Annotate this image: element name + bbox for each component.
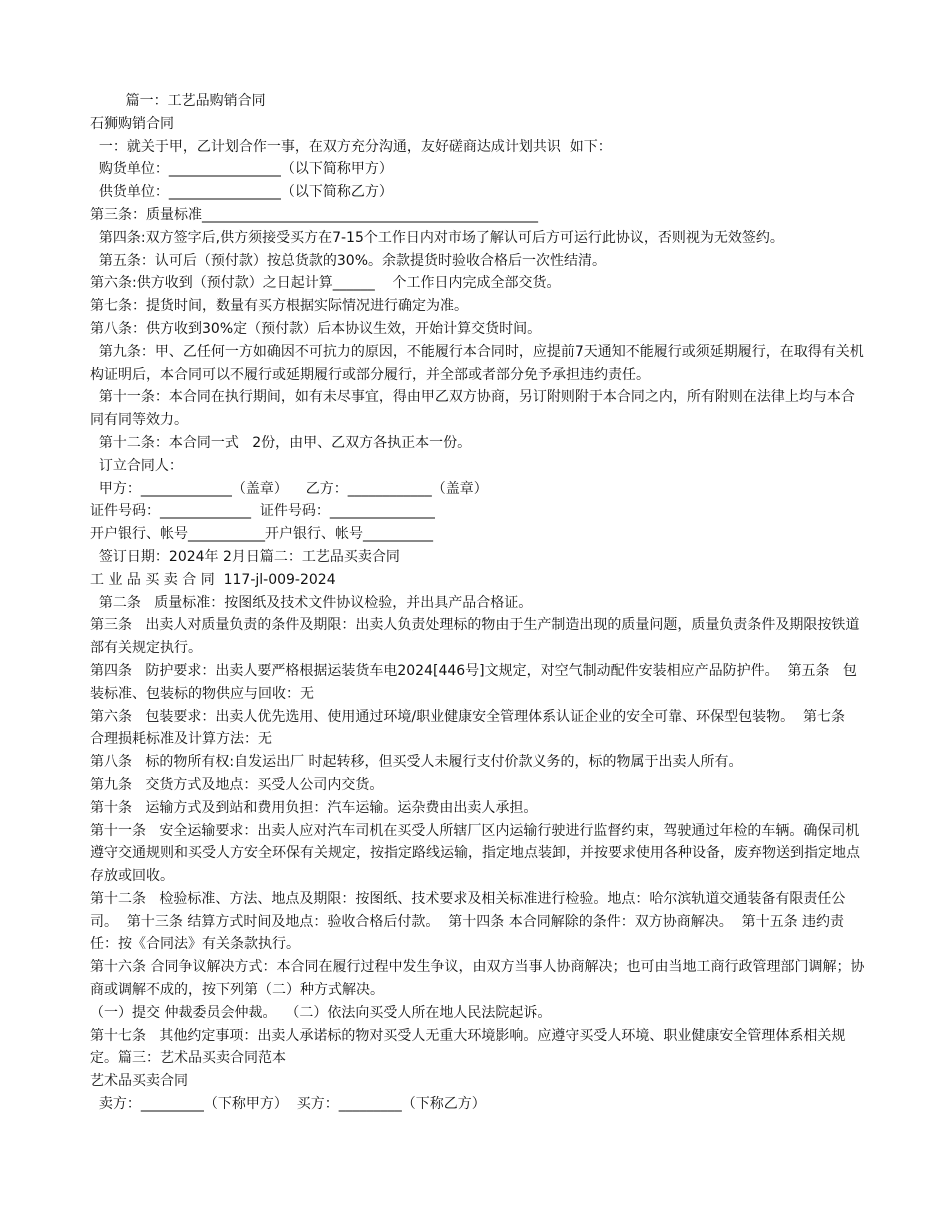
clause-4-signing: 第四条:双方签字后,供方须接受买方在7-15个工作日内对市场了解认可后方可运行此协议，否则视为无效签约。 [90,229,784,246]
heading-part-one: 篇一：工艺品购销合同 [90,93,266,109]
art-contract-title: 艺术品买卖合同 [90,1073,188,1090]
clause-4-protection: 第四条 防护要求：出卖人要严格根据运装货车电2024[446号]文规定，对空气制动配件安装相应产品防护件。 第五条 包装标准、包装标的物供应与回收：无 [90,662,857,702]
clause-2-quality-standard: 第二条 质量标准：按图纸及技术文件协议检验，并出具产品合格证。 [90,594,533,611]
seller-buyer-fields: 卖方：_________（下称甲方） 买方：_________（下称乙方） [90,1096,486,1113]
bank-account-fields: 开户银行、帐号___________开户银行、帐号__________ [90,526,433,543]
clause-12-copies: 第十二条：本合同一式 2份，由甲、乙双方各执正本一份。 [90,434,472,451]
intro-clause: 一：就关于甲，乙计划合作一事，在双方充分沟通，友好磋商达成计划共识 如下： [90,138,612,155]
clause-9-delivery-place: 第九条 交货方式及地点：买受人公司内交货。 [90,776,384,793]
id-number-fields: 证件号码：_____________ 证件号码：_______________ [90,503,435,520]
party-seal-fields: 甲方：_____________（盖章） 乙方：____________（盖章） [90,480,488,497]
dispute-options: （一）提交 仲裁委员会仲裁。 （二）依法向买受人所在地人民法院起诉。 [90,1004,552,1021]
industrial-contract-title: 工 业 品 买 卖 合 同 117-jl-009-2024 [90,571,336,588]
clause-17-other: 第十七条 其他约定事项：出卖人承诺标的物对买受人无重大环境影响。应遵守买受人环境、职业健康安全管理体系相关规定。篇三：艺术品买卖合同范本 [90,1027,846,1067]
clause-10-transport: 第十条 运输方式及到站和费用负担：汽车运输。运杂费由出卖人承担。 [90,799,538,816]
clause-6-packaging: 第六条 包装要求：出卖人优先选用、使用通过环境/职业健康安全管理体系认证企业的安全可靠、环保型包装物。 第七条 合理损耗标准及计算方法：无 [90,708,859,748]
clause-8-ownership: 第八条 标的物所有权:自发运出厂 时起转移，但买受人未履行支付价款义务的，标的物属于出卖人所有。 [90,754,743,771]
signing-date-part-two: 签订日期：2024年 2月日篇二：工艺品买卖合同 [90,548,400,565]
clause-16-dispute: 第十六条 合同争议解决方式：本合同在履行过程中发生争议，由双方当事人协商解决；也可由当地工商行政管理部门调解；协商或调解不成的，按下列第（二）种方式解决。 [90,959,865,999]
clause-8-effective: 第八条：供方收到30%定（预付款）后本协议生效，开始计算交货时间。 [90,320,542,337]
clause-7-pickup: 第七条：提货时间，数量有买方根据实际情况进行确定为准。 [90,298,468,315]
clause-11-supplement: 第十一条：本合同在执行期间，如有未尽事宜，得由甲乙双方协商，另订附则附于本合同之内，所有附则在法律上均与本合同有同等效力。 [90,389,855,429]
supplier-unit-field: 供货单位：________________（以下简称乙方） [90,184,393,201]
clause-3-quality: 第三条：质量标准________________________________________________ [90,206,538,223]
clause-9-force-majeure: 第九条：甲、乙任何一方如确因不可抗力的原因，不能履行本合同时，应提前7天通知不能履行或须延期履行，在取得有关机构证明后，本合同可以不履行或延期履行或部分履行，并全部或者部分免予承担违约责任。 [90,343,864,383]
clause-3-quality-liability: 第三条 出卖人对质量负责的条件及期限：出卖人负责处理标的物由于生产制造出现的质量问题，质量负责条件及期限按铁道部有关规定执行。 [90,617,860,657]
contract-title: 石狮购销合同 [90,115,174,132]
clause-12-inspection: 第十二条 检验标准、方法、地点及期限：按图纸、技术要求及相关标准进行检验。地点：哈尔滨轨道交通装备有限责任公司。 第十三条 结算方式时间及地点：验收合格后付款。 第十四条 本合同解除的条件：双方协商解决。 第十五条 违约责任：按《合同法》有关条款执行。 [90,890,846,953]
clause-5-payment: 第五条：认可后（预付款）按总货款的30%。余款提货时验收合格后一次性结清。 [90,252,607,269]
clause-6-delivery: 第六条:供方收到（预付款）之日起计算______ 个工作日内完成全部交货。 [90,275,561,292]
buyer-unit-field: 购货单位：________________（以下简称甲方） [90,161,393,178]
clause-11-transport-safety: 第十一条 安全运输要求：出卖人应对汽车司机在买受人所辖厂区内运输行驶进行监督约束，驾驶通过年检的车辆。确保司机遵守交通规则和买受人方安全环保有关规定，按指定路线运输，指定地点装卸，并按要求使用各种设备，废弃物送到指定地点存放或回收。 [90,822,860,885]
signatories-label: 订立合同人： [90,457,183,474]
